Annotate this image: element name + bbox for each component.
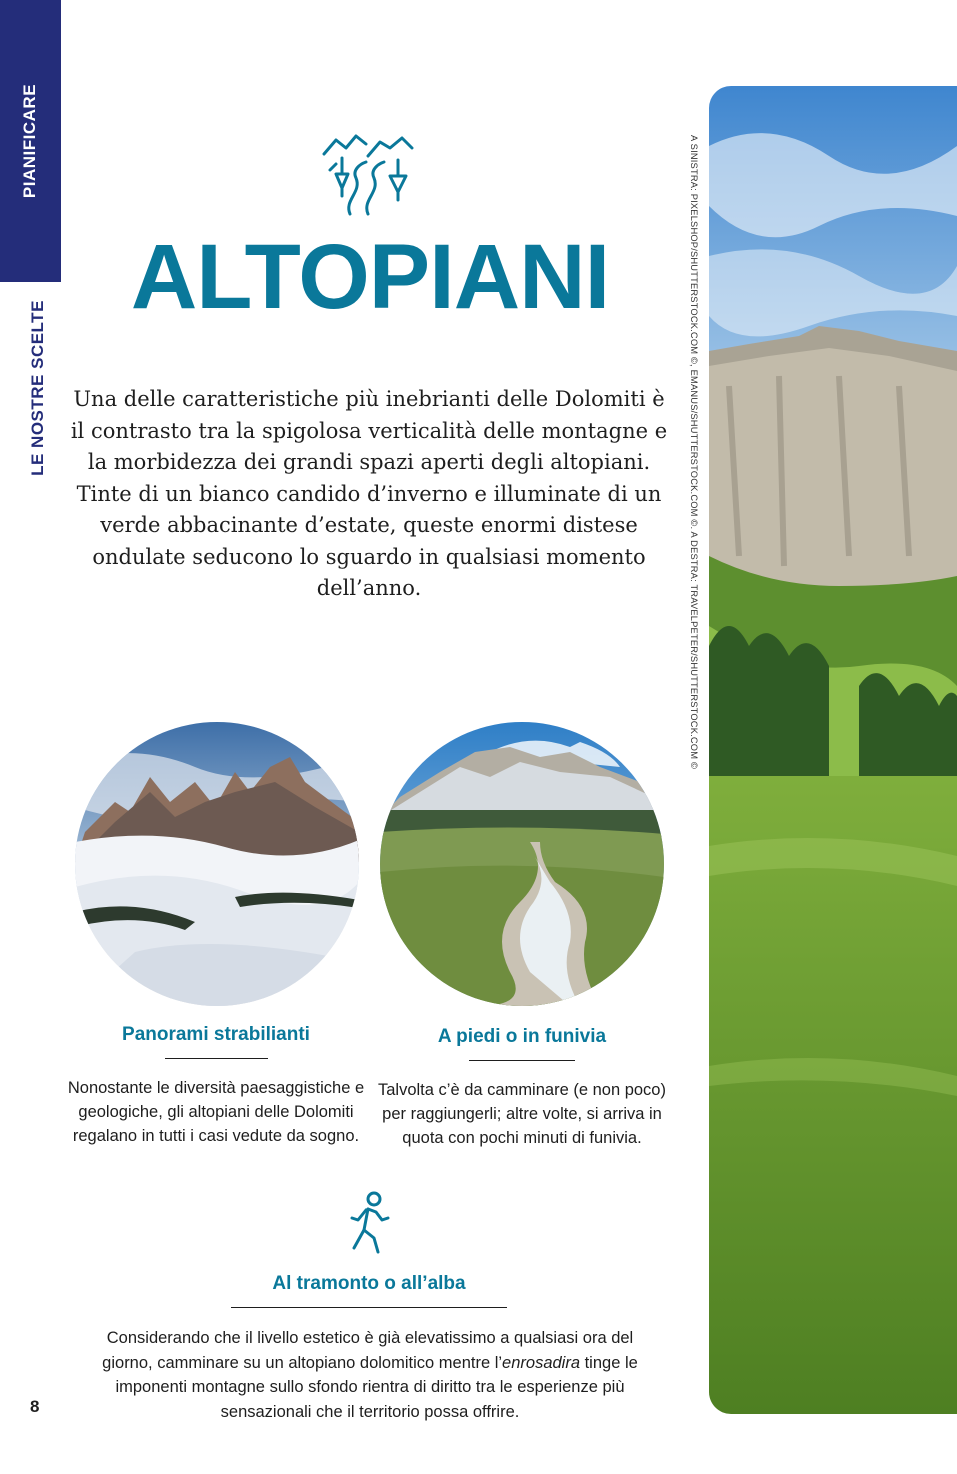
bottom-divider [231,1307,507,1308]
feature-divider [165,1058,268,1059]
sidebar-tab-label: PIANIFICARE [20,83,39,199]
sidebar-tab [0,0,61,282]
intro-paragraph: Una delle caratteristiche più inebrianti delle Dolomiti è il contrasto tra la spigolosa verticalità delle montagne e la morbidezza dei grandi spazi aperti degli altopiani. Tinte di un bianco candido d’inverno e illuminate di un verde abbacinante d’estate, queste enormi distese ondulate seducono lo sguardo in qualsiasi momento dell’anno. [70,387,668,600]
bottom-text-part: tinge le imponenti montagne sullo sfondo rientra di diritto tra le esperienze più sensazionali che il territorio possa offrire. [115,1353,638,1421]
mountain-landscape-icon [322,134,414,220]
hiker-icon [344,1190,392,1256]
snowy-plateau-photo [75,722,359,1006]
alpine-meadow-photo [709,86,957,1414]
bottom-text-italic: enrosadira [502,1353,581,1372]
feature-heading: A piedi o in funivia [437,1026,607,1047]
feature-text: Nonostante le diversità paesaggistiche e geologiche, gli altopiani delle Dolomiti regalano in tutti i casi vedute da sogno. [67,1079,365,1145]
sidebar-section-label: LE NOSTRE SCELTE [28,300,47,476]
feature-heading: Panorami strabilianti [122,1024,310,1045]
page-title: ALTOPIANI [130,226,610,328]
feature-divider [469,1060,575,1061]
bottom-text [90,1326,650,1424]
page-number: 8 [30,1397,40,1416]
mountain-stream-photo [380,722,664,1006]
bottom-text-part: Considerando che il livello estetico è già elevatissimo a qualsiasi ora del giorno, camminare su un altopiano dolomitico mentre l’ [102,1329,634,1372]
bottom-heading: Al tramonto o all’alba [272,1273,466,1294]
feature-text: Talvolta c’è da camminare (e non poco) per raggiungerli; altre volte, si arriva in quota con pochi minuti di funivia. [378,1081,666,1147]
photo-credit: A SINISTRA: PIXELSHOP/SHUTTERSTOCK.COM ©, EMANUS/SHUTTERSTOCK.COM ©. A DESTRA: TRAVELPETER/SHUTTERSTOCK.COM © [689,134,699,770]
